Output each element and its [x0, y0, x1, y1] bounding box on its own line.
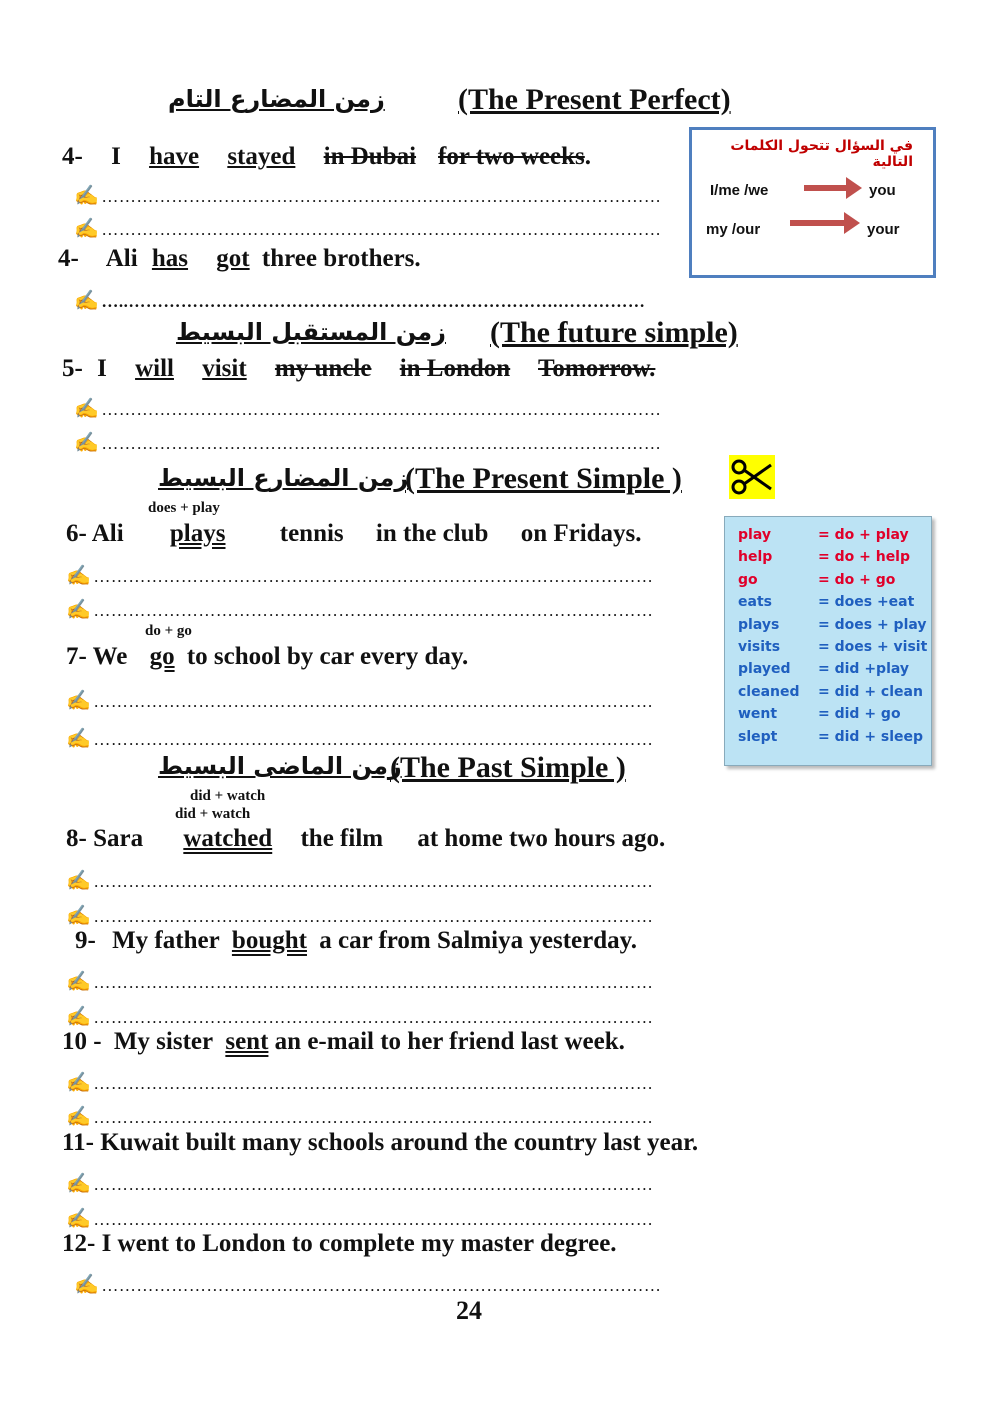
verb-breakdown: = did + clean	[818, 683, 923, 700]
answer-line[interactable]	[66, 597, 722, 622]
answer-line[interactable]	[66, 1004, 881, 1029]
question-4a	[62, 143, 613, 171]
verb-form: plays	[738, 616, 780, 633]
dotted-line: ……………………………………………………………………………………	[93, 1008, 654, 1027]
verb-row	[738, 527, 909, 543]
q4a-w1: I	[111, 143, 121, 170]
heading-arabic-future-simple: زمن المستقبل البسيط	[176, 318, 446, 346]
dotted-line: ……………………………………………………………………………………	[93, 907, 654, 926]
heading-arabic-past-simple: زمن الماضى البسيط	[158, 752, 402, 780]
question-4b	[58, 245, 443, 273]
answer-line[interactable]	[74, 216, 688, 241]
q4b-w4: three brothers.	[261, 245, 421, 272]
pencil-icon: ✍	[66, 1173, 92, 1195]
pencil-icon: ✍	[66, 565, 92, 587]
q5-num: 5-	[62, 355, 83, 382]
answer-line[interactable]	[66, 726, 722, 751]
dotted-line: ……………………………………………………………………………………	[93, 601, 654, 620]
answer-line[interactable]	[66, 1104, 876, 1129]
question-7	[66, 643, 490, 671]
q7-rest: to school by car every day.	[186, 643, 469, 670]
q7-w1: go	[149, 643, 175, 670]
verb-form: cleaned	[738, 683, 800, 700]
verb-row	[738, 729, 923, 745]
verb-row	[738, 661, 909, 677]
q6-num: 6- Ali	[66, 520, 124, 547]
pencil-icon: ✍	[74, 432, 100, 454]
q8-w1: watched	[183, 825, 273, 852]
answer-line[interactable]	[74, 396, 844, 421]
q6-w2: tennis	[279, 520, 344, 547]
q10-pre: My sister	[113, 1028, 214, 1055]
answer-line[interactable]	[74, 430, 844, 455]
q9-rest: a car from Salmiya yesterday.	[319, 927, 637, 954]
verb-breakdown: = do + play	[818, 527, 909, 543]
answer-line[interactable]	[66, 1206, 876, 1231]
pronoun-from-2: my /our	[706, 221, 761, 238]
q4b-w2: has	[151, 245, 189, 272]
q8-w3: at home two hours ago.	[417, 825, 666, 852]
page-number: 24	[456, 1296, 482, 1325]
q9-pre: My father	[112, 927, 220, 954]
verb-row	[738, 639, 927, 655]
question-6	[66, 520, 664, 548]
pronoun-box-title: في السؤال تتحول الكلمات التالية	[730, 138, 913, 170]
heading-arabic-present-simple: زمن المضارع البسيط	[158, 464, 409, 492]
q5-w5: in London	[399, 355, 511, 382]
verb-form: help	[738, 549, 773, 566]
q6-hint: does + play	[148, 500, 220, 516]
verb-row	[738, 684, 923, 700]
verb-form: played	[738, 661, 791, 678]
pencil-icon: ✍	[66, 728, 92, 750]
verb-form: go	[738, 571, 758, 588]
q10-num: 10 -	[62, 1028, 102, 1055]
q5-w4: my uncle	[274, 355, 372, 382]
verb-row	[738, 617, 927, 633]
verb-form: went	[738, 706, 778, 723]
dotted-line: ……………………………………………………………………………………	[93, 692, 654, 711]
question-5	[62, 355, 677, 383]
answer-line[interactable]	[66, 969, 876, 994]
verb-breakdown: = does + visit	[818, 639, 928, 655]
pencil-icon: ✍	[66, 1072, 92, 1094]
dotted-line: ……………………………………………………………………………………	[93, 1108, 654, 1127]
verb-row	[738, 572, 895, 588]
verb-breakdown: = do + go	[818, 571, 896, 588]
q4b-num: 4-	[58, 245, 79, 272]
answer-line[interactable]	[66, 1171, 876, 1196]
verb-breakdown: = does +eat	[818, 594, 915, 611]
heading-arabic-present-perfect: زمن المضارع التام	[168, 85, 385, 113]
dotted-line: ……………………………………………………………………………………	[101, 1276, 662, 1295]
q5-w6: Tomorrow.	[538, 355, 656, 382]
pronoun-to-2: your	[867, 221, 900, 238]
pencil-icon: ✍	[74, 1274, 100, 1296]
q4a-num: 4-	[62, 143, 83, 170]
pencil-icon: ✍	[66, 1006, 92, 1028]
q10-rest: an e-mail to her friend last week.	[274, 1028, 625, 1055]
verb-form: play	[738, 527, 771, 543]
q5-w3: visit	[202, 355, 247, 382]
question-10	[62, 1028, 647, 1056]
verb-form: slept	[738, 728, 778, 745]
pencil-icon: ✍	[74, 398, 100, 420]
answer-line[interactable]	[66, 903, 881, 928]
q6-w4: on Fridays.	[520, 520, 642, 547]
q7-num: 7- We	[66, 643, 128, 670]
question-8	[66, 825, 687, 853]
q8-hint-1: did + watch	[190, 788, 266, 804]
dotted-line: ……………………………………………………………………………………	[93, 567, 654, 586]
pencil-icon: ✍	[66, 1208, 92, 1230]
q6-w1: plays	[169, 520, 226, 547]
question-12: 12- I went to London to complete my master degree.	[62, 1230, 617, 1257]
verb-breakdown: = did +play	[818, 661, 910, 678]
arrow-right-icon	[804, 185, 848, 191]
question-11: 11- Kuwait built many schools around the country last year.	[62, 1129, 699, 1156]
pencil-icon: ✍	[66, 1106, 92, 1128]
question-9	[75, 927, 659, 955]
pencil-icon: ✍	[74, 290, 100, 312]
answer-line[interactable]	[74, 288, 854, 313]
verb-breakdown-box	[724, 516, 932, 766]
dotted-line: ……………………………………………………………………………………	[93, 1175, 654, 1194]
dotted-line: ……………………………………………………………………………………	[101, 220, 662, 239]
verb-form: eats	[738, 594, 772, 611]
answer-line[interactable]	[66, 868, 876, 893]
q5-w1: I	[97, 355, 107, 382]
verb-form: visits	[738, 639, 781, 655]
dotted-line: ……………………………………………………………………………………	[93, 872, 654, 891]
heading-present-perfect: (The Present Perfect)	[458, 83, 731, 116]
dotted-line: …..………………………………….…………………………….……………	[101, 292, 646, 311]
pencil-icon: ✍	[66, 971, 92, 993]
verb-breakdown: = do + help	[818, 549, 911, 566]
answer-line[interactable]	[74, 1272, 884, 1297]
heading-future-simple: (The future simple)	[490, 316, 738, 349]
heading-past-simple: (The Past Simple )	[390, 751, 626, 784]
verb-row	[738, 549, 910, 565]
q10-w1: sent	[225, 1028, 269, 1055]
q4b-w3: got	[216, 245, 250, 272]
q6-w3: in the club	[375, 520, 489, 547]
q4a-w5: for two weeks	[438, 143, 585, 170]
pronoun-from-1: I/me /we	[710, 182, 769, 199]
dotted-line: ……………………………………………………………………………………	[93, 1210, 654, 1229]
q5-w2: will	[135, 355, 174, 382]
pencil-icon: ✍	[74, 185, 100, 207]
answer-line[interactable]	[66, 688, 722, 713]
q8-num: 8- Sara	[66, 825, 144, 852]
verb-row	[738, 594, 914, 610]
q4a-w4: in Dubai	[323, 143, 417, 170]
dotted-line: ……………………………………………………………………………………	[101, 400, 662, 419]
scissors-icon	[729, 455, 775, 499]
arrow-right-icon	[790, 220, 846, 226]
q9-w1: bought	[231, 927, 307, 954]
dotted-line: ……………………………………………………………………………………	[93, 730, 654, 749]
q8-hint-2: did + watch	[175, 806, 251, 822]
pencil-icon: ✍	[66, 690, 92, 712]
heading-present-simple: (The Present Simple )	[405, 462, 682, 495]
pencil-icon: ✍	[66, 870, 92, 892]
q4a-end: .	[584, 143, 592, 170]
q4a-w2: have	[149, 143, 200, 170]
pencil-icon: ✍	[66, 905, 92, 927]
verb-breakdown: = did + go	[818, 706, 901, 723]
q4a-w3: stayed	[227, 143, 296, 170]
verb-row	[738, 706, 901, 722]
pencil-icon: ✍	[74, 218, 100, 240]
verb-breakdown: = did + sleep	[818, 728, 924, 745]
dotted-line: ……………………………………………………………………………………	[101, 187, 662, 206]
verb-breakdown: = does + play	[818, 616, 927, 633]
q9-num: 9-	[75, 927, 96, 954]
pencil-icon: ✍	[66, 599, 92, 621]
answer-line[interactable]	[66, 563, 722, 588]
dotted-line: ……………………………………………………………………………………	[93, 1074, 654, 1093]
answer-line[interactable]	[66, 1070, 876, 1095]
q4b-w1: Ali	[105, 245, 138, 272]
pronoun-change-box	[689, 127, 936, 278]
dotted-line: ……………………………………………………………………………………	[93, 973, 654, 992]
q7-hint: do + go	[145, 623, 192, 639]
q8-w2: the film	[300, 825, 384, 852]
pronoun-to-1: you	[869, 182, 896, 199]
dotted-line: ……………………………………………………………………………………	[101, 434, 662, 453]
answer-line[interactable]	[74, 183, 688, 208]
